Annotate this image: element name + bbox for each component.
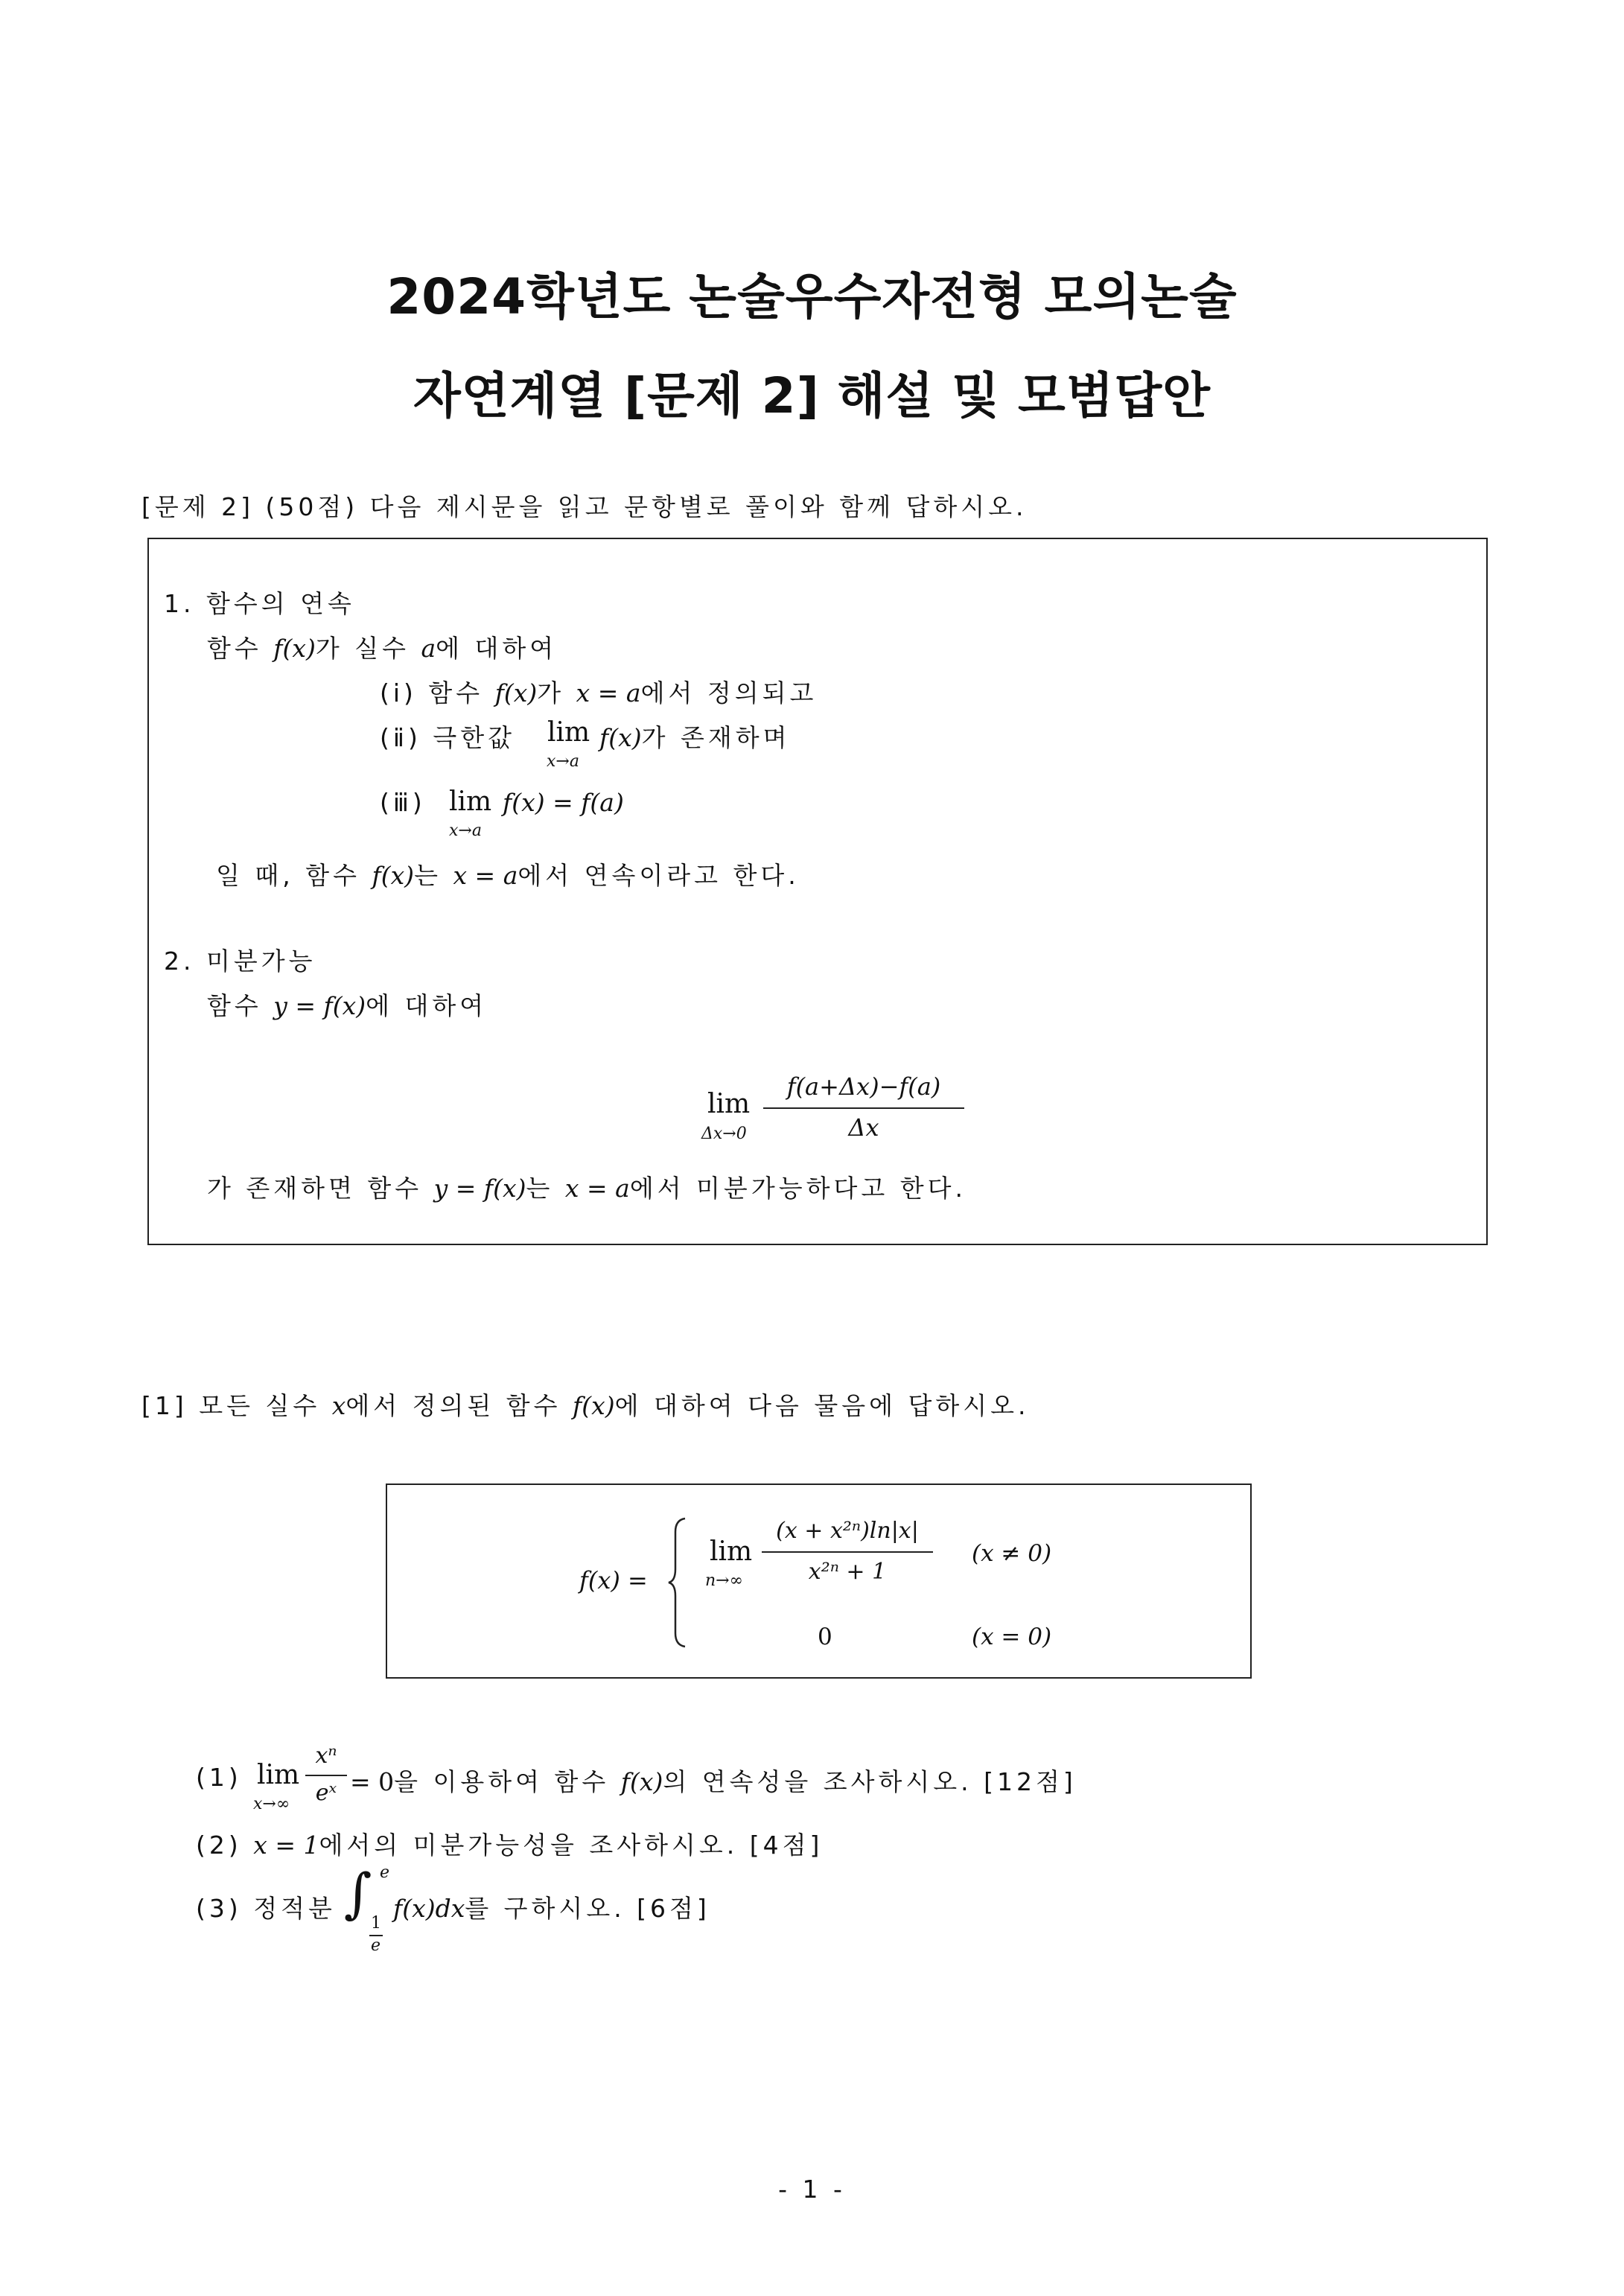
condition-3: (ⅲ) bbox=[380, 788, 426, 817]
section1-intro: 함수 f(x)가 실수 a에 대하여 bbox=[207, 634, 558, 663]
def-lim-sub: n→∞ bbox=[705, 1571, 743, 1590]
section1-heading: 1. 함수의 연속 bbox=[164, 589, 355, 618]
page-number: - 1 - bbox=[778, 2175, 846, 2204]
integral-lower-num: 1 bbox=[371, 1914, 381, 1933]
deriv-fraction-bar bbox=[763, 1107, 964, 1109]
cond3-lim-sub: x→a bbox=[449, 821, 482, 840]
subq1-label: (1) bbox=[196, 1763, 242, 1792]
def-condition-2: (x = 0) bbox=[972, 1624, 1052, 1650]
section2-conclusion: 가 존재하면 함수 y = f(x)는 x = a에서 미분가능하다고 한다. bbox=[207, 1174, 967, 1203]
integral-sign: ∫ bbox=[344, 1862, 372, 1924]
def-value-2: 0 bbox=[818, 1624, 832, 1650]
subq1-lim-sub: x→∞ bbox=[253, 1795, 290, 1813]
subq1-denominator: eˣ bbox=[315, 1780, 337, 1806]
subq2: (2) x = 1에서의 미분가능성을 조사하시오. [4점] bbox=[196, 1831, 824, 1860]
integral-upper: e bbox=[380, 1863, 390, 1882]
page-title-line2: 자연계열 [문제 2] 해설 및 모범답안 bbox=[413, 367, 1211, 424]
section1-conclusion: 일 때, 함수 f(x)는 x = a에서 연속이라고 한다. bbox=[216, 861, 800, 890]
condition-2: (ⅱ) 극한값 bbox=[380, 723, 515, 752]
subq3-text: f(x)dx를 구하시오. [6점] bbox=[393, 1894, 710, 1923]
deriv-lim: lim bbox=[707, 1089, 751, 1119]
def-condition-1: (x ≠ 0) bbox=[972, 1540, 1052, 1567]
condition-1: (ⅰ) 함수 f(x)가 x = a에서 정의되고 bbox=[380, 678, 818, 707]
integral-lower-den: e bbox=[371, 1936, 381, 1955]
page-title-line1: 2024학년도 논술우수자전형 모의논술 bbox=[386, 268, 1238, 325]
cond2-lim-sub: x→a bbox=[547, 752, 579, 771]
def-numerator: (x + x²ⁿ)ln|x| bbox=[776, 1518, 919, 1544]
cond2-lim: lim bbox=[547, 717, 590, 748]
def-lim: lim bbox=[710, 1536, 753, 1567]
deriv-denominator: Δx bbox=[848, 1113, 879, 1142]
subq1-numerator: xⁿ bbox=[315, 1743, 337, 1769]
deriv-numerator: f(a+Δx)−f(a) bbox=[786, 1072, 941, 1101]
subq1-fraction-bar bbox=[305, 1775, 347, 1776]
left-brace bbox=[666, 1516, 689, 1650]
condition-2-rest: f(x)가 존재하며 bbox=[599, 723, 791, 752]
def-denominator: x²ⁿ + 1 bbox=[808, 1559, 887, 1585]
condition-3-expr: f(x) = f(a) bbox=[503, 788, 624, 817]
subq3-label: (3) 정적분 bbox=[196, 1894, 336, 1923]
subq1-lim: lim bbox=[257, 1760, 300, 1790]
section2-intro: 함수 y = f(x)에 대하여 bbox=[207, 991, 488, 1020]
def-fraction-bar bbox=[762, 1551, 933, 1553]
section2-heading: 2. 미분가능 bbox=[164, 947, 316, 976]
deriv-lim-sub: Δx→0 bbox=[701, 1125, 747, 1143]
subq1-text: = 0을 이용하여 함수 f(x)의 연속성을 조사하시오. [12점] bbox=[350, 1767, 1077, 1796]
def-lhs: f(x) = bbox=[579, 1566, 648, 1594]
question1-intro: [1] 모든 실수 x에서 정의된 함수 f(x)에 대하여 다음 물음에 답하시오. bbox=[141, 1391, 1030, 1420]
problem-instruction: [문제 2] (50점) 다음 제시문을 읽고 문항별로 풀이와 함께 답하시오. bbox=[141, 492, 1028, 521]
cond3-lim: lim bbox=[449, 786, 492, 817]
